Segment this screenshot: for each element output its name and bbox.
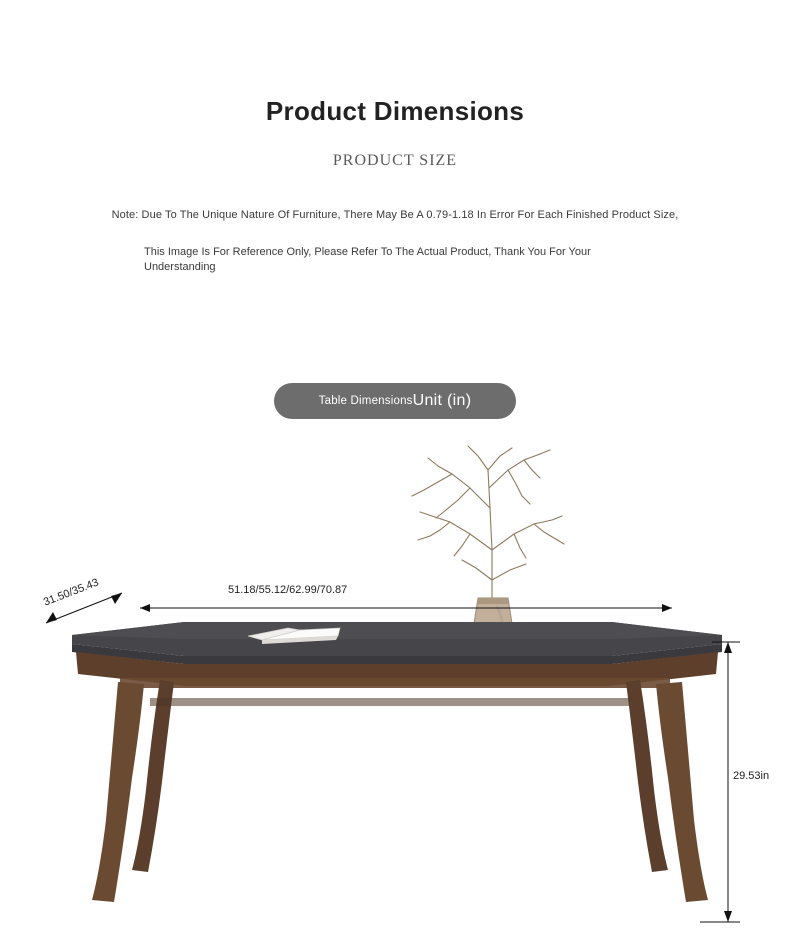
table-legs xyxy=(92,680,708,902)
unit-badge xyxy=(274,383,516,419)
table-top xyxy=(72,622,722,688)
header-block xyxy=(0,0,790,170)
page-subtitle: PRODUCT SIZE xyxy=(332,152,458,169)
dimension-depth-label: 31.50/35.43 xyxy=(41,576,101,609)
table-drawing xyxy=(0,430,790,938)
unit-badge-unit: Unit (in) xyxy=(412,392,472,409)
note-line-2: This Image Is For Reference Only, Please Refer To The Actual Product, Thank You For Your Understanding xyxy=(144,246,591,273)
page-title: Product Dimensions xyxy=(265,96,525,126)
note-line-1: Note: Due To The Unique Nature Of Furniture, There May Be A 0.79-1.18 In Error For Each Finished Product Size, xyxy=(111,209,679,221)
unit-badge-prefix: Table Dimensions xyxy=(318,395,413,407)
branches-group xyxy=(412,446,564,602)
product-illustration xyxy=(0,430,790,938)
dimension-width-label: 51.18/55.12/62.99/70.87 xyxy=(228,584,348,596)
dimension-height-label: 29.53in xyxy=(733,770,770,782)
